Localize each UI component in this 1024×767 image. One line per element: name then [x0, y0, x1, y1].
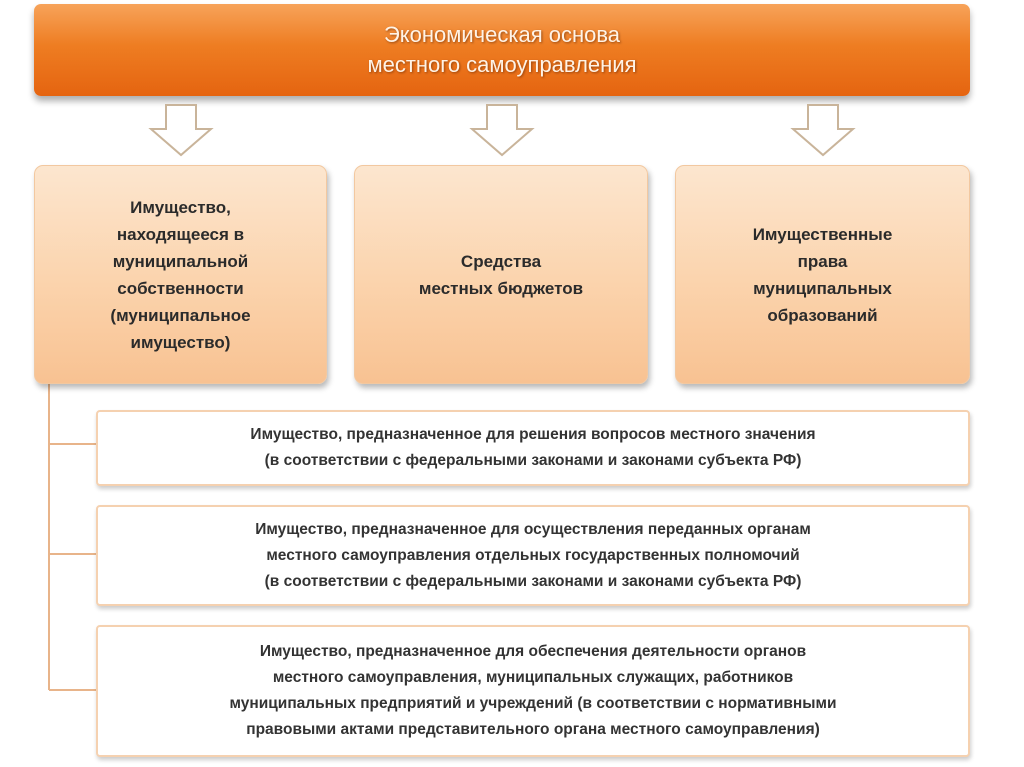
- category-text-line: находящееся в: [116, 224, 245, 244]
- down-arrow-icon: [469, 103, 535, 157]
- property-type-bodies-activity: [96, 625, 970, 757]
- title-line-1: Экономическая основа: [383, 22, 621, 47]
- category-text-line: имущество): [130, 332, 231, 352]
- property-type-local-issues: [96, 410, 970, 486]
- category-text-line: права: [797, 251, 848, 271]
- property-text-line: правовыми актами представительного органа местного самоуправления): [246, 721, 820, 738]
- property-text-line: местного самоуправления, муниципальных служащих, работников: [272, 669, 794, 686]
- category-text-line: (муниципальное: [110, 305, 251, 325]
- category-text-line: муниципальной: [112, 251, 249, 271]
- property-text-line: Имущество, предназначенное для решения вопросов местного значения: [250, 426, 816, 443]
- down-arrow-icon: [790, 103, 856, 157]
- category-local-budgets: [354, 165, 648, 384]
- category-text-line: образований: [767, 305, 878, 325]
- category-text-line: Средства: [460, 251, 542, 271]
- diagram-title: [34, 4, 970, 96]
- property-text-line: местного самоуправления отдельных государственных полномочий: [266, 546, 800, 564]
- category-property-rights: [675, 165, 970, 384]
- property-text-line: (в соответствии с федеральными законами и законами субъекта РФ): [264, 452, 802, 469]
- title-line-2: местного самоуправления: [367, 52, 637, 77]
- category-text-line: муниципальных: [753, 278, 892, 298]
- property-text-line: Имущество, предназначенное для осуществления переданных органам: [255, 520, 811, 538]
- down-arrow-icon: [148, 103, 214, 157]
- property-text-line: муниципальных предприятий и учреждений (в соответствии с нормативными: [229, 695, 837, 712]
- category-municipal-property: [34, 165, 327, 384]
- category-text-line: Имущество,: [130, 197, 231, 217]
- property-type-state-powers: [96, 505, 970, 606]
- property-text-line: (в соответствии с федеральными законами и законами субъекта РФ): [264, 572, 802, 590]
- property-text-line: Имущество, предназначенное для обеспечения деятельности органов: [259, 643, 807, 660]
- category-text-line: собственности: [117, 278, 244, 298]
- category-text-line: Имущественные: [752, 224, 893, 244]
- category-text-line: местных бюджетов: [418, 278, 584, 298]
